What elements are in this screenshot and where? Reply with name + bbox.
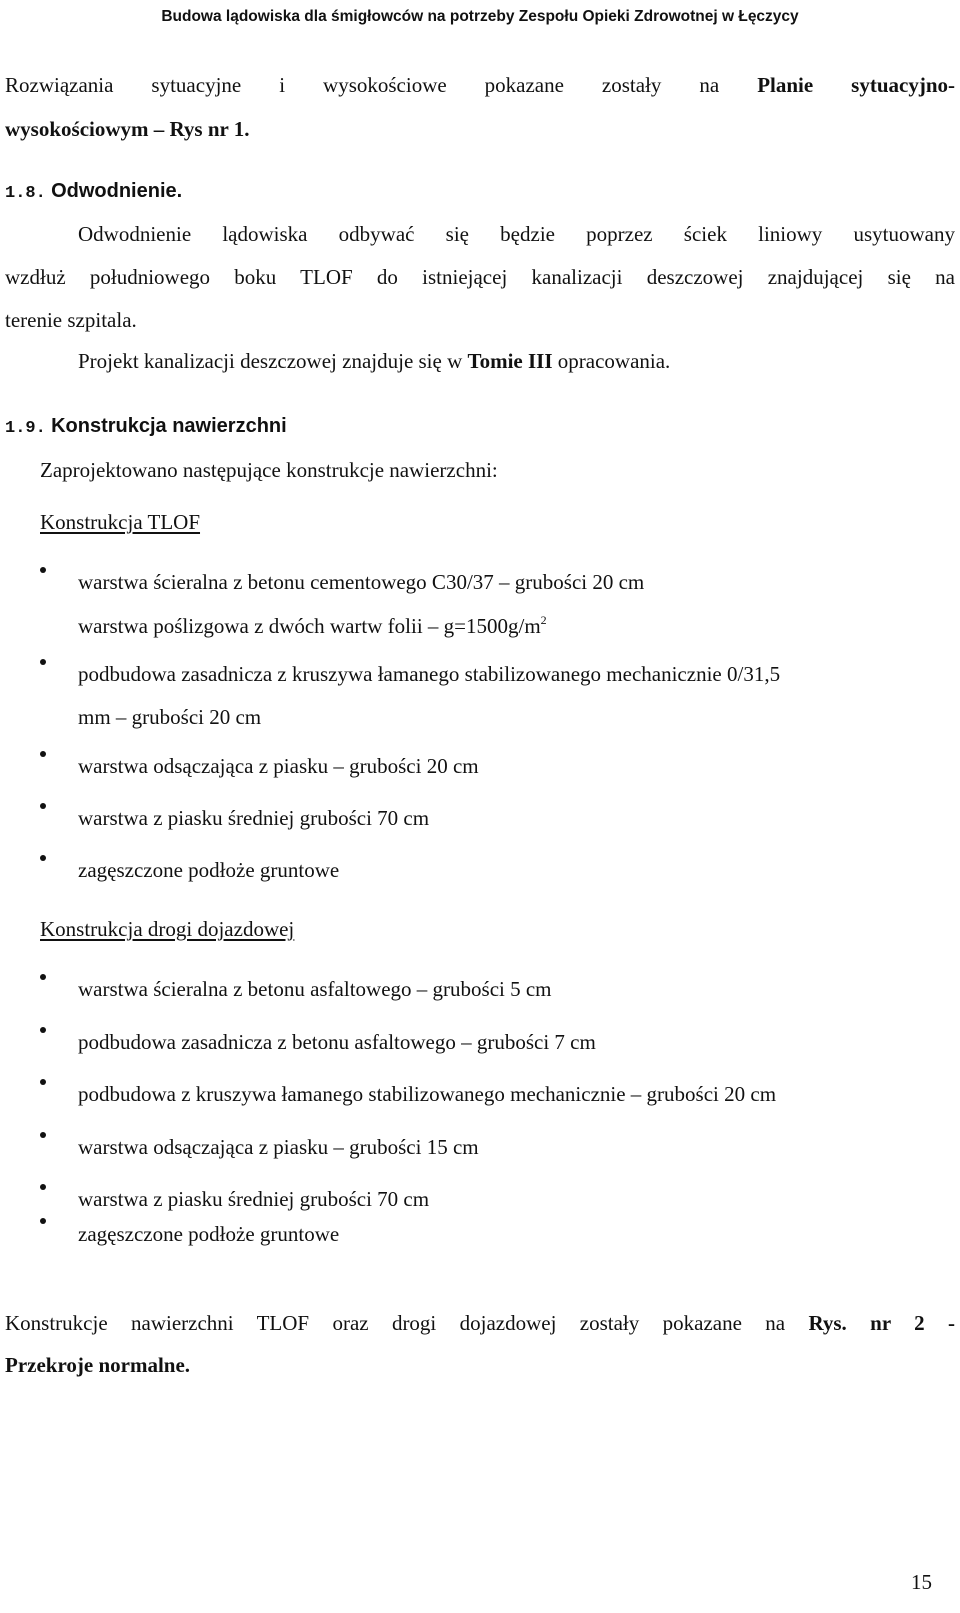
bullet — [40, 1079, 46, 1085]
road-layer-1: warstwa ścieralna z betonu asfaltowego – grubości 5 cm — [78, 977, 552, 1001]
intro-line-2 — [5, 117, 249, 142]
intro-line-1 — [5, 73, 955, 98]
page-number: 15 — [911, 1570, 932, 1594]
tlof-layer-2 — [78, 614, 547, 639]
drainage-para-line-1: Odwodnienie lądowiska odbywać się będzie poprzez ściek liniowy usytuowany — [78, 222, 955, 246]
bullet — [40, 974, 46, 980]
drainage-project-prefix: Projekt kanalizacji deszczowej znajduje się w — [78, 349, 468, 373]
section-1-8-heading — [5, 178, 182, 203]
bullet — [40, 1027, 46, 1033]
closing-figure-ref: Rys. nr 2 - — [808, 1311, 955, 1335]
drainage-para-line-2: wzdłuż południowego boku TLOF do istniejącej kanalizacji deszczowej znajdującej się na — [5, 265, 955, 289]
tlof-layer-6: zagęszczone podłoże gruntowe — [78, 858, 340, 882]
closing-text: Konstrukcje nawierzchni TLOF oraz drogi dojazdowej zostały pokazane na — [5, 1311, 809, 1335]
bullet — [40, 855, 46, 861]
intro-plan-ref: Planie sytuacyjno- — [757, 73, 955, 97]
tlof-layer-5: warstwa z piasku średniej grubości 70 cm — [78, 806, 430, 830]
superscript: 2 — [540, 613, 547, 627]
intro-plan-ref-cont: wysokościowym – Rys nr 1. — [5, 117, 250, 141]
bullet — [40, 1132, 46, 1138]
tlof-layer-3-cont: mm – grubości 20 cm — [78, 705, 262, 729]
closing-line-2 — [5, 1353, 190, 1378]
road-layer-4: warstwa odsączająca z piasku – grubości 15 cm — [78, 1135, 479, 1159]
section-title: Odwodnienie. — [51, 180, 183, 202]
bullet — [40, 567, 46, 573]
pavement-intro: Zaprojektowano następujące konstrukcje nawierzchni: — [40, 458, 498, 482]
bullet — [40, 803, 46, 809]
tlof-layer-4: warstwa odsączająca z piasku – grubości 20 cm — [78, 754, 479, 778]
section-number: 1.9. — [5, 419, 46, 438]
bullet — [40, 1184, 46, 1190]
tlof-layer-1: warstwa ścieralna z betonu cementowego C30/37 – grubości 20 cm — [78, 570, 645, 594]
closing-figure-ref-cont: Przekroje normalne. — [5, 1353, 191, 1377]
page-header: Budowa lądowiska dla śmigłowców na potrzeby Zespołu Opieki Zdrowotnej w Łęczycy — [161, 8, 799, 25]
road-layer-6: zagęszczone podłoże gruntowe — [78, 1222, 340, 1246]
road-layer-2: podbudowa zasadnicza z betonu asfaltowego – grubości 7 cm — [78, 1030, 596, 1054]
drainage-volume-ref: Tomie III — [467, 349, 553, 373]
drainage-project-suffix: opracowania. — [552, 349, 671, 373]
drainage-project-line — [78, 349, 670, 374]
bullet — [40, 751, 46, 757]
road-heading: Konstrukcja drogi dojazdowej — [40, 917, 295, 941]
road-layer-3: podbudowa z kruszywa łamanego stabilizowanego mechanicznie – grubości 20 cm — [78, 1082, 777, 1106]
tlof-layer-3: podbudowa zasadnicza z kruszywa łamanego stabilizowanego mechanicznie 0/31,5 — [78, 662, 781, 686]
bullet — [40, 1218, 46, 1224]
section-number: 1.8. — [5, 184, 46, 203]
bullet — [40, 659, 46, 665]
tlof-layer-2-text: warstwa poślizgowa z dwóch wartw folii – g=1500g/m — [78, 614, 541, 638]
intro-text: Rozwiązania sytuacyjne i wysokościowe pokazane zostały na — [5, 73, 758, 97]
road-layer-5: warstwa z piasku średniej grubości 70 cm — [78, 1187, 430, 1211]
section-title: Konstrukcja nawierzchni — [51, 415, 287, 437]
drainage-para-line-3: terenie szpitala. — [5, 308, 137, 332]
section-1-9-heading — [5, 413, 287, 438]
closing-line-1 — [5, 1311, 955, 1336]
tlof-heading: Konstrukcja TLOF — [40, 510, 201, 534]
